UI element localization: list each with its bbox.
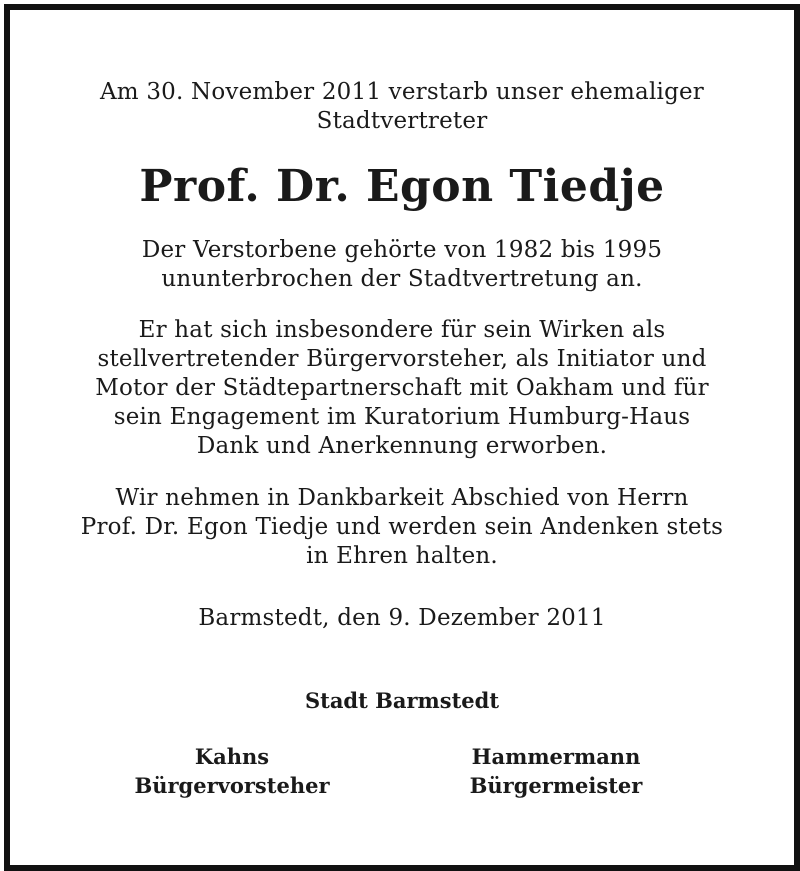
paragraph-merits [10, 316, 794, 461]
organization-name: Stadt Barmstedt [304, 688, 500, 713]
signatory-left [82, 742, 382, 800]
paragraph-line: in Ehren halten. [306, 543, 498, 569]
paragraph-service [10, 236, 794, 294]
obituary-notice [4, 4, 800, 871]
paragraph-line: Dank und Anerkennung erworben. [196, 433, 608, 459]
paragraph-farewell [10, 484, 794, 571]
signatory-title: Bürgermeister [469, 773, 643, 798]
intro-text [10, 78, 794, 136]
signatory-name: Kahns [194, 744, 270, 769]
paragraph-line: sein Engagement im Kuratorium Humburg-Haus [113, 404, 691, 430]
paragraph-line: Er hat sich insbesondere für sein Wirken als [138, 317, 666, 343]
paragraph-line: ununterbrochen der Stadtvertretung an. [161, 266, 643, 292]
intro-line: Am 30. November 2011 verstarb unser ehemaliger [99, 79, 705, 105]
signatory-title: Bürgervorsteher [134, 773, 330, 798]
signatory-right [406, 742, 706, 800]
paragraph-line: Der Verstorbene gehörte von 1982 bis 1995 [141, 237, 663, 263]
intro-line: Stadtvertreter [316, 108, 488, 134]
paragraph-line: Motor der Städtepartnerschaft mit Oakham und für [95, 375, 709, 401]
deceased-name: Prof. Dr. Egon Tiedje [139, 161, 665, 212]
paragraph-line: Wir nehmen in Dankbarkeit Abschied von Herrn [115, 485, 689, 511]
place-date: Barmstedt, den 9. Dezember 2011 [198, 605, 606, 631]
paragraph-line: Prof. Dr. Egon Tiedje und werden sein Andenken stets [80, 514, 724, 540]
paragraph-line: stellvertretender Bürgervorsteher, als Initiator und [97, 346, 707, 372]
signatory-name: Hammermann [471, 744, 641, 769]
